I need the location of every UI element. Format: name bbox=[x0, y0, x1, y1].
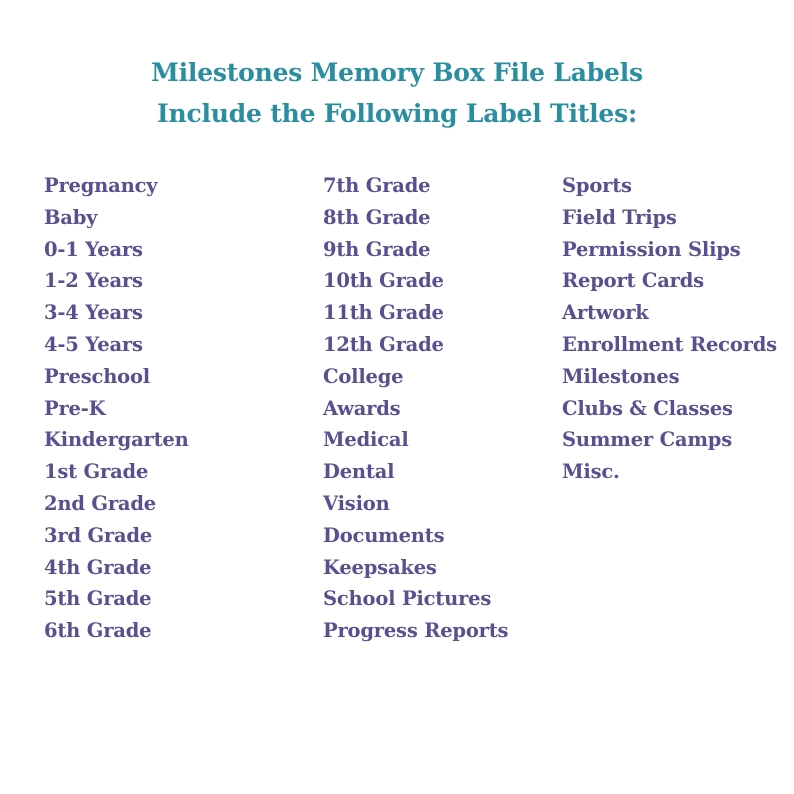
label-title: 8th Grade bbox=[323, 205, 431, 229]
label-title: Permission Slips bbox=[562, 237, 741, 261]
label-title: 3rd Grade bbox=[44, 523, 153, 547]
label-title: 1-2 Years bbox=[44, 269, 143, 293]
title-line-2: Include the Following Label Titles: bbox=[156, 99, 637, 128]
label-title: 1st Grade bbox=[44, 460, 149, 484]
label-title: Enrollment Records bbox=[562, 332, 777, 356]
label-title: 7th Grade bbox=[323, 174, 431, 197]
label-title: Keepsakes bbox=[323, 555, 437, 579]
label-title: Pre-K bbox=[44, 396, 106, 420]
label-title: Clubs & Classes bbox=[562, 396, 733, 420]
label-title: Progress Reports bbox=[323, 619, 509, 643]
label-title: 11th Grade bbox=[323, 301, 444, 325]
label-column-2 bbox=[323, 170, 508, 647]
label-title: College bbox=[323, 364, 404, 388]
label-title: 0-1 Years bbox=[44, 237, 143, 261]
label-title: Misc. bbox=[562, 460, 620, 484]
label-title: 4-5 Years bbox=[44, 332, 143, 356]
label-title: Medical bbox=[323, 428, 409, 452]
label-title: 4th Grade bbox=[44, 555, 152, 579]
label-title: Field Trips bbox=[562, 205, 677, 229]
label-title: 2nd Grade bbox=[44, 491, 156, 515]
label-column-3 bbox=[562, 170, 777, 488]
label-title: Summer Camps bbox=[562, 428, 732, 452]
label-title: Report Cards bbox=[562, 269, 704, 293]
label-title: 9th Grade bbox=[323, 237, 431, 261]
label-title: School Pictures bbox=[323, 587, 492, 611]
label-title: Sports bbox=[562, 174, 632, 197]
label-title: Vision bbox=[323, 491, 390, 515]
label-title: Baby bbox=[44, 205, 98, 229]
label-title: Pregnancy bbox=[44, 174, 158, 197]
label-title: Awards bbox=[323, 396, 401, 420]
label-title: 3-4 Years bbox=[44, 301, 143, 325]
label-title: Milestones bbox=[562, 364, 680, 388]
label-title: Dental bbox=[323, 460, 395, 484]
label-title: Preschool bbox=[44, 364, 150, 388]
label-title: 6th Grade bbox=[44, 619, 152, 643]
label-column-1 bbox=[44, 170, 189, 647]
label-title: 5th Grade bbox=[44, 587, 152, 611]
label-title: Documents bbox=[323, 523, 445, 547]
label-title: Artwork bbox=[562, 301, 649, 325]
label-title: Kindergarten bbox=[44, 428, 189, 452]
title-line-1: Milestones Memory Box File Labels bbox=[151, 58, 643, 87]
page-title bbox=[0, 52, 794, 134]
label-title: 10th Grade bbox=[323, 269, 444, 293]
label-title: 12th Grade bbox=[323, 332, 444, 356]
